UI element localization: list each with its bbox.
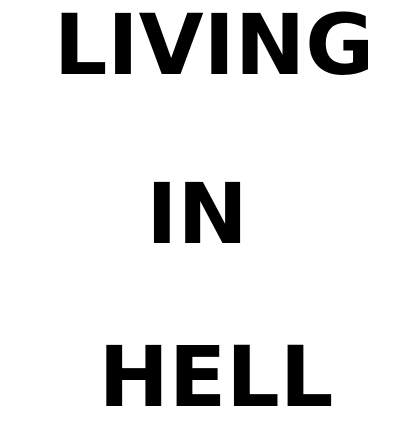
line-in: IN (146, 165, 248, 263)
line-hell: HELL (98, 328, 334, 426)
line-living: LIVING (53, 0, 375, 94)
